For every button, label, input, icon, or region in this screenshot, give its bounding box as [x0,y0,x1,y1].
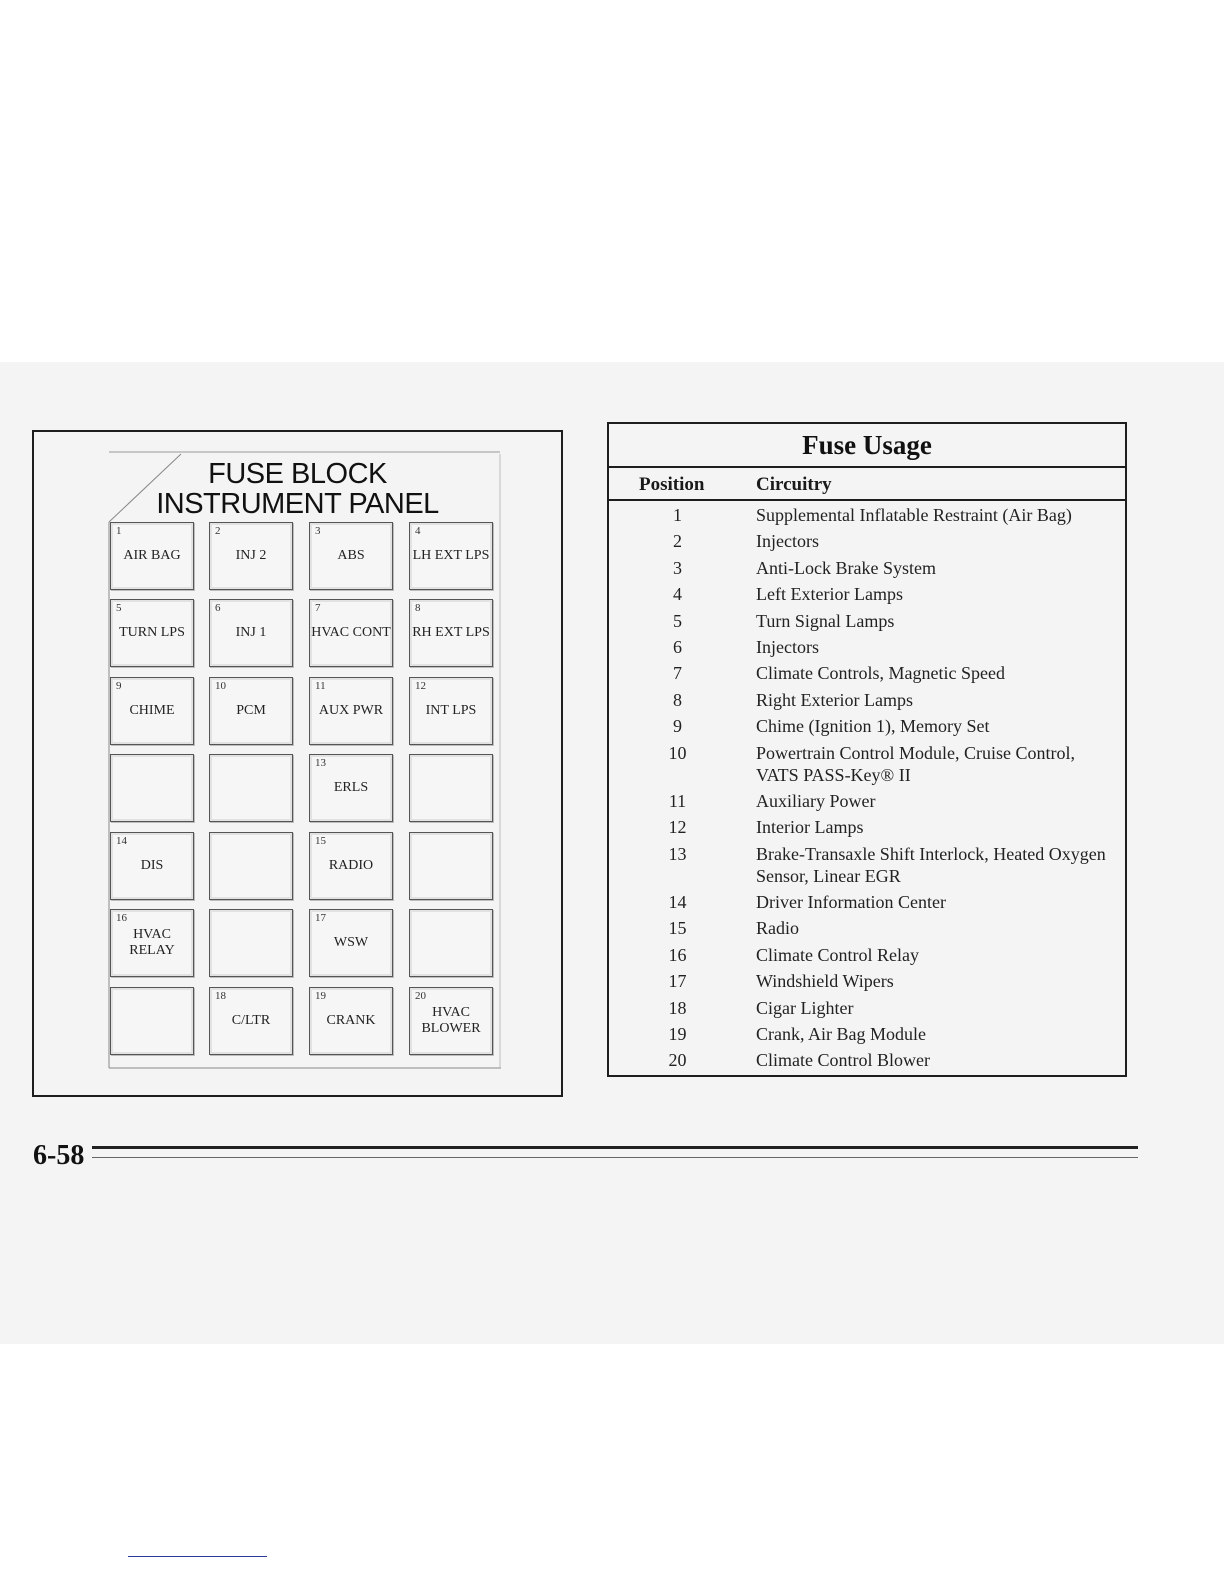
fuse-number: 18 [215,990,226,1002]
row-position: 19 [668,1024,687,1045]
table-row [609,970,1125,992]
fuse-slot-empty [209,909,293,977]
fuse-number: 19 [315,990,326,1002]
fuse-number: 12 [415,680,426,692]
fuse-number: 3 [315,525,321,537]
row-position: 7 [673,663,682,684]
table-row [609,1049,1125,1071]
fuse-number: 17 [315,912,326,924]
row-circuitry: Driver Information Center [756,892,946,913]
row-circuitry: Climate Controls, Magnetic Speed [756,663,1005,684]
row-position: 3 [673,557,682,578]
row-position: 10 [668,742,687,763]
fuse-number: 2 [215,525,221,537]
row-circuitry: Auxiliary Power [756,790,876,811]
table-row [609,944,1125,966]
fuse-number: 15 [315,835,326,847]
table-row [609,662,1125,684]
row-circuitry: Interior Lamps [756,817,864,838]
table-row [609,816,1125,838]
row-position: 2 [673,531,682,552]
fuse-1 [110,522,194,590]
row-circuitry: Right Exterior Lamps [756,689,913,710]
fuse-label: AUX PWR [318,703,384,718]
row-circuitry: Anti-Lock Brake System [756,557,936,578]
footer-rule-thin [92,1157,1138,1158]
fuse-label: CRANK [326,1013,376,1028]
row-position: 18 [668,997,687,1018]
page-number: 6-58 [33,1140,85,1171]
row-position: 5 [673,610,682,631]
row-circuitry: Supplemental Inflatable Restraint (Air Bag) [756,505,1072,525]
fuse-number: 6 [215,602,221,614]
diagram-title-line2: INSTRUMENT PANEL [156,488,439,520]
fuse-8 [409,599,493,667]
row-circuitry: Left Exterior Lamps [756,584,903,605]
fuse-label: AIR BAG [123,548,181,563]
fuse-number: 13 [315,757,326,769]
fuse-block-diagram [32,430,563,1097]
fuse-15 [309,832,393,900]
table-row [609,917,1125,939]
fuse-label: PCM [236,703,266,718]
row-position: 8 [673,689,682,710]
fuse-5 [110,599,194,667]
fuse-17 [309,909,393,977]
fuse-number: 9 [116,680,122,692]
fuse-label: WSW [333,935,369,950]
footer-rule-thick [92,1146,1138,1149]
row-circuitry: Brake-Transaxle Shift Interlock, Heated Oxygen Sensor, Linear EGR [756,843,1106,886]
table-row [609,583,1125,605]
fuse-2 [209,522,293,590]
fuse-label: C/LTR [231,1013,271,1028]
fuse-number: 7 [315,602,321,614]
fuse-10 [209,677,293,745]
row-position: 9 [673,716,682,737]
fuse-number: 14 [116,835,127,847]
fuse-slot-empty [409,909,493,977]
fuse-number: 11 [315,680,326,692]
fuse-label: CHIME [129,703,175,718]
fuse-9 [110,677,194,745]
fuse-label: HVAC RELAY [129,927,175,958]
fuse-6 [209,599,293,667]
fuse-number: 10 [215,680,226,692]
fuse-label: RADIO [328,858,374,873]
table-row [609,557,1125,579]
table-row [609,504,1125,526]
row-position: 16 [668,944,687,965]
fuse-number: 16 [116,912,127,924]
row-circuitry: Windshield Wipers [756,971,894,992]
fuse-3 [309,522,393,590]
row-circuitry: Climate Control Blower [756,1050,930,1071]
fuse-label: INJ 1 [235,625,267,640]
table-row [609,891,1125,913]
row-position: 20 [668,1050,687,1071]
row-circuitry: Turn Signal Lamps [756,610,895,631]
fuse-11 [309,677,393,745]
row-circuitry: Injectors [756,636,819,657]
row-position: 14 [668,892,687,913]
table-row [609,689,1125,711]
table-row [609,715,1125,737]
fuse-label: INJ 2 [235,548,267,563]
fuse-16 [110,909,194,977]
row-position: 17 [668,971,687,992]
fuse-number: 8 [415,602,421,614]
fuse-19 [309,987,393,1055]
row-position: 13 [668,843,687,864]
row-circuitry: Cigar Lighter [756,997,854,1018]
fuse-slot-empty [409,832,493,900]
fuse-slot-empty [110,754,194,822]
fuse-13 [309,754,393,822]
row-circuitry: Injectors [756,531,819,552]
fuse-label: ERLS [333,780,369,795]
fuse-label: TURN LPS [119,625,185,640]
usage-title: Fuse Usage [802,430,932,460]
fuse-12 [409,677,493,745]
row-position: 15 [668,918,687,939]
table-row [609,843,1125,887]
column-header-position: Position [639,474,705,495]
table-row [609,530,1125,552]
fuse-slot-empty [409,754,493,822]
row-position: 12 [668,817,687,838]
fuse-number: 1 [116,525,122,537]
column-header-circuitry: Circuitry [756,474,832,495]
fuse-number: 4 [415,525,421,537]
row-position: 4 [673,584,682,605]
fuse-4 [409,522,493,590]
fuse-label: DIS [140,858,164,873]
fuse-number: 5 [116,602,122,614]
row-circuitry: Powertrain Control Module, Cruise Control, VATS PASS-Key® II [756,742,1075,785]
table-row [609,610,1125,632]
table-row [609,1023,1125,1045]
row-circuitry: Climate Control Relay [756,944,919,965]
fuse-label: RH EXT LPS [412,625,490,640]
fuse-7 [309,599,393,667]
fuse-usage-table [607,422,1127,1077]
table-row [609,790,1125,812]
row-circuitry: Radio [756,918,799,939]
fuse-label: LH EXT LPS [412,548,490,563]
diagram-title-line1: FUSE BLOCK [208,458,387,490]
row-position: 1 [673,505,682,525]
row-circuitry: Crank, Air Bag Module [756,1024,926,1045]
row-position: 6 [673,636,682,657]
fuse-label: ABS [337,548,365,563]
fuse-slot-empty [209,754,293,822]
header-divider [609,499,1125,501]
fuse-20 [409,987,493,1055]
fuse-label: HVAC BLOWER [421,1005,481,1036]
bottom-link-line [128,1556,267,1557]
fuse-slot-empty [110,987,194,1055]
table-row [609,997,1125,1019]
fuse-14 [110,832,194,900]
row-circuitry: Chime (Ignition 1), Memory Set [756,716,990,737]
title-divider [609,466,1125,468]
fuse-slot-empty [209,832,293,900]
table-row [609,636,1125,658]
fuse-number: 20 [415,990,426,1002]
usage-rows [609,504,1125,1076]
fuse-label: HVAC CONT [311,625,391,640]
fuse-label: INT LPS [425,703,477,718]
table-row [609,742,1125,786]
fuse-18 [209,987,293,1055]
row-position: 11 [668,790,687,811]
